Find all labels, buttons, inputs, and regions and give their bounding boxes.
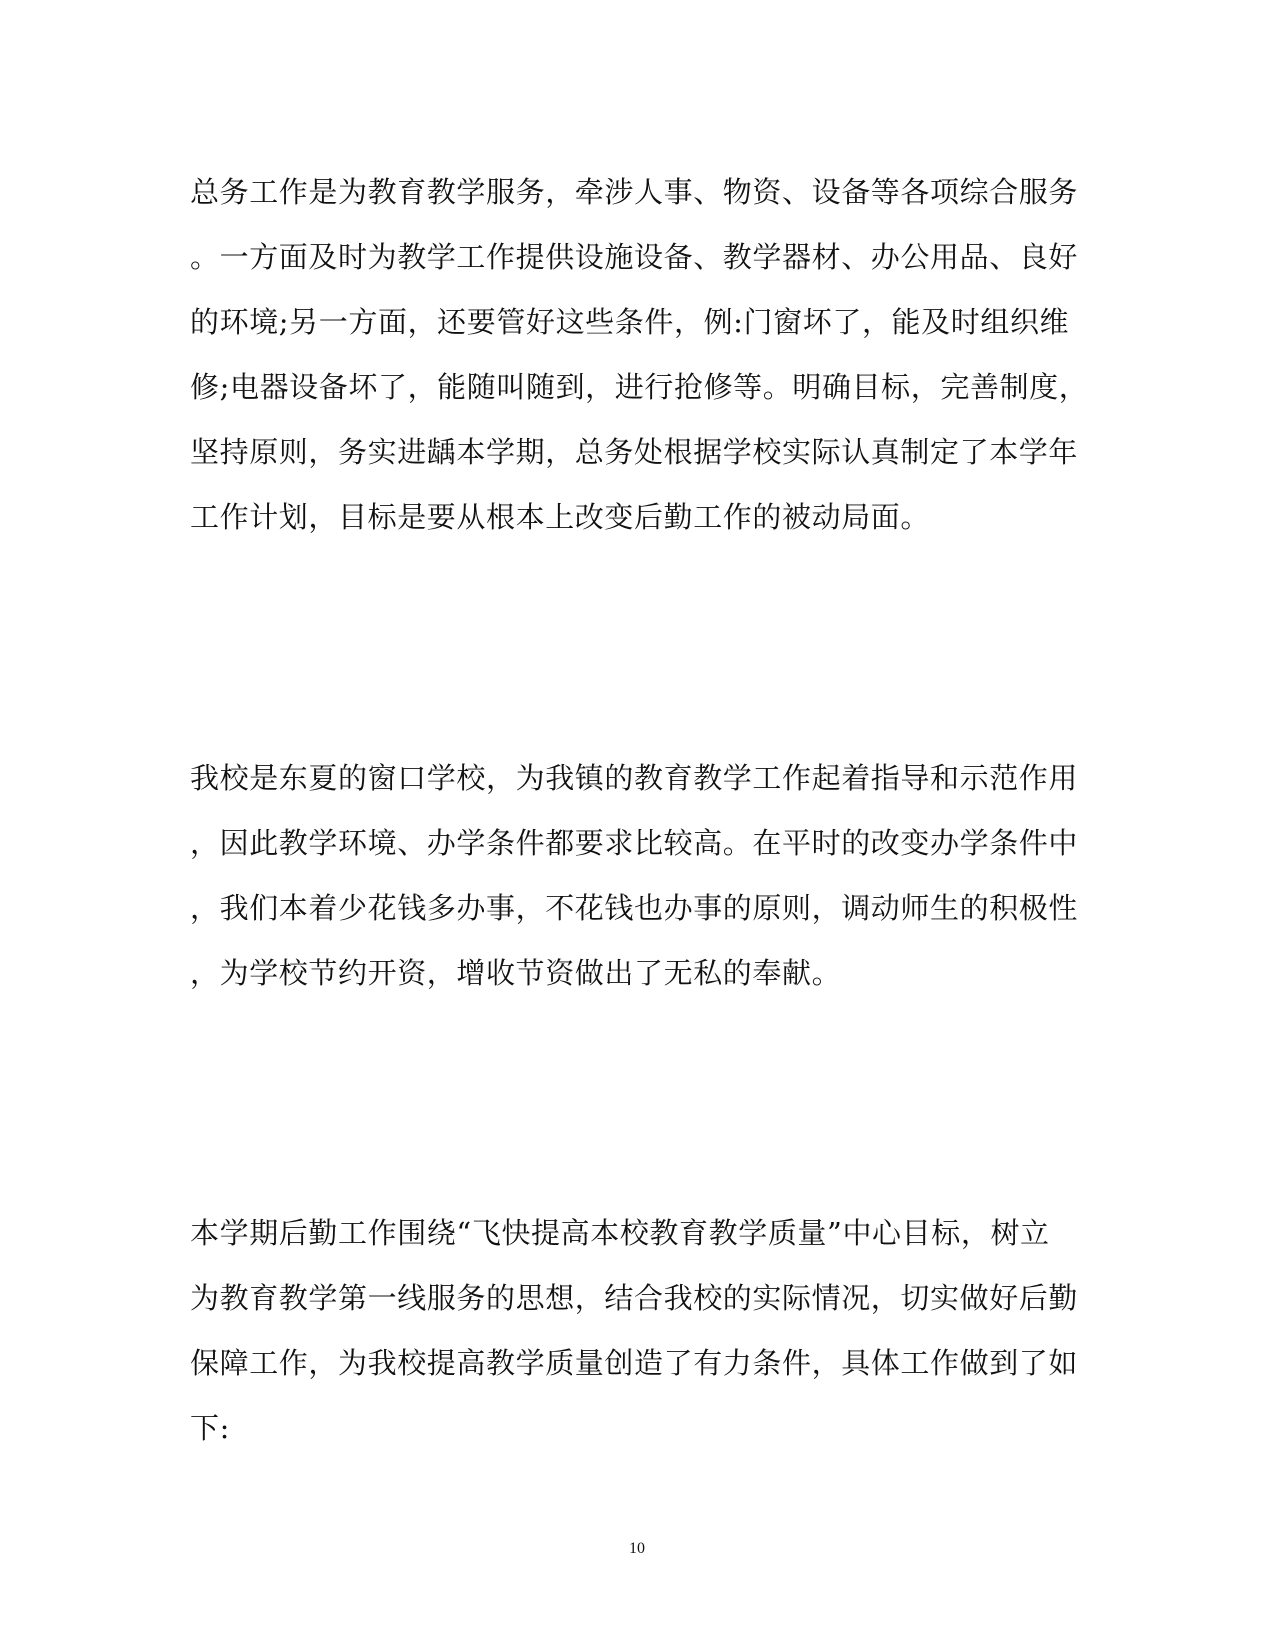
paragraph-line: 总务工作是为教育教学服务，牵涉人事、物资、设备等各项综合服务 [190, 175, 1079, 209]
paragraph-line: 坚持原则，务实进龋本学期，总务处根据学校实际认真制定了本学年 [190, 435, 1079, 469]
paragraph-line: 为教育教学第一线服务的思想，结合我校的实际情况，切实做好后勤 [190, 1281, 1079, 1315]
paragraph-line: 。一方面及时为教学工作提供设施设备、教学器材、办公用品、良好 [190, 240, 1079, 274]
paragraph-2 [190, 746, 1079, 1006]
page-number: 10 [629, 1540, 645, 1557]
paragraph-line: 我校是东夏的窗口学校，为我镇的教育教学工作起着指导和示范作用 [190, 761, 1079, 795]
paragraph-1 [190, 160, 1089, 550]
paragraph-line: 工作计划，目标是要从根本上改变后勤工作的被动局面。 [190, 500, 931, 534]
paragraph-3 [190, 1201, 1079, 1461]
paragraph-line: 下: [190, 1411, 230, 1445]
paragraph-line: ，为学校节约开资，增收节资做出了无私的奉献。 [190, 956, 842, 990]
paragraph-line: 保障工作，为我校提高教学质量创造了有力条件，具体工作做到了如 [190, 1346, 1079, 1380]
paragraph-line: 本学期后勤工作围绕“飞快提高本校教育教学质量”中心目标，树立 [190, 1216, 1050, 1250]
paragraph-line: 修;电器设备坏了，能随叫随到，进行抢修等。明确目标，完善制度， [190, 370, 1089, 404]
paragraph-line: 的环境;另一方面，还要管好这些条件，例:门窗坏了，能及时组织维 [190, 305, 1070, 339]
paragraph-line: ，我们本着少花钱多办事，不花钱也办事的原则，调动师生的积极性 [190, 891, 1079, 925]
paragraph-line: ，因此教学环境、办学条件都要求比较高。在平时的改变办学条件中 [190, 826, 1079, 860]
